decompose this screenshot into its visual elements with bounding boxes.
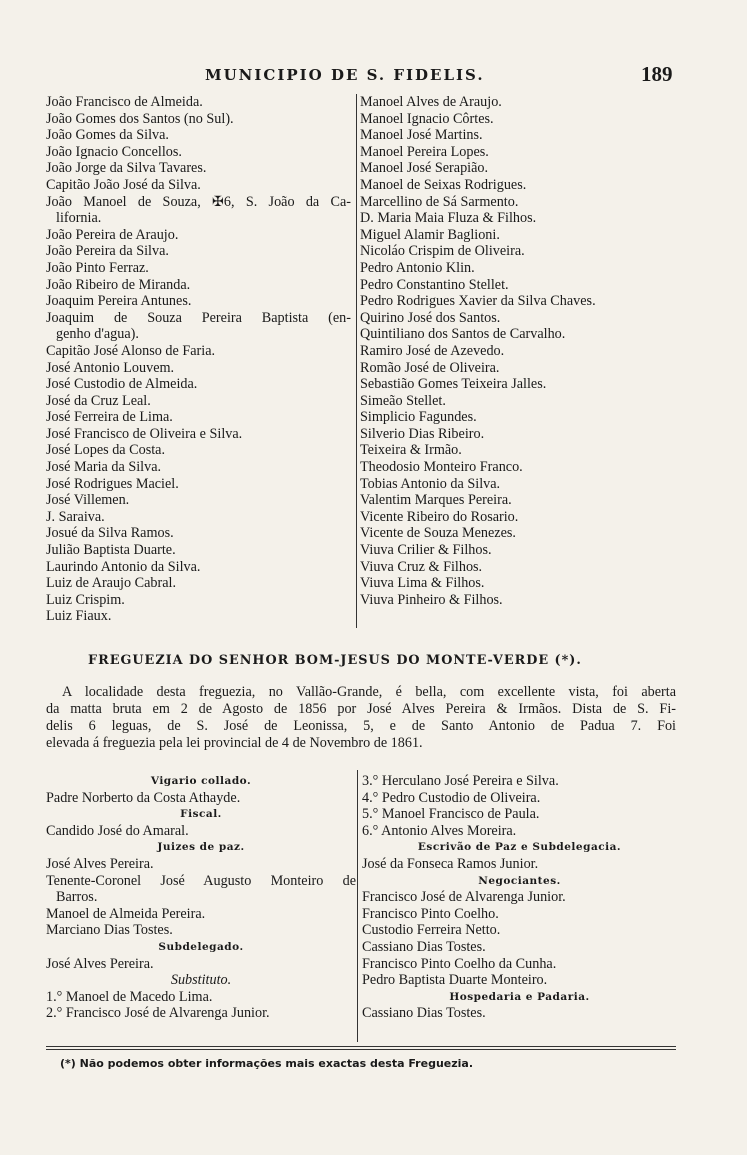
list-item: João Francisco de Almeida.: [46, 94, 203, 110]
list-item: Theodosio Monteiro Franco.: [360, 459, 523, 476]
list-item: Manoel Pereira Lopes.: [360, 143, 489, 160]
negociante-name: Custodio Ferreira Netto.: [362, 922, 501, 939]
list-item: Ramiro José de Azevedo.: [360, 342, 505, 359]
column-divider: [356, 94, 357, 628]
list-item: José Ferreira de Lima.: [46, 409, 173, 426]
list-item: João Gomes da Silva.: [46, 127, 169, 144]
list-item: D. Maria Maia Fluza & Filhos.: [360, 210, 537, 227]
fiscal-name: Candido José do Amaral.: [46, 822, 189, 839]
substituto-heading: Substituto.: [170, 972, 232, 989]
paragraph-line: delis 6 leguas, de S. José de Leonissa, 5, e de Santo Antonio de Padua 7. Foi: [46, 718, 676, 734]
residents-list-left: [46, 94, 351, 625]
subdelegado-name: José Alves Pereira.: [46, 955, 154, 972]
list-item: Manoel Alves de Araujo.: [360, 94, 502, 110]
juizes-heading: Juizes de paz.: [157, 841, 245, 854]
subdelegado-heading: Subdelegado.: [158, 940, 244, 953]
vigario-name: Padre Norberto da Costa Athayde.: [46, 789, 241, 806]
list-item: Capitão João José da Silva.: [46, 176, 201, 193]
escrivao-name: José da Fonseca Ramos Junior.: [362, 855, 539, 872]
page-header-title: MUNICIPIO DE S. FIDELIS.: [205, 66, 485, 84]
paragraph-line: A localidade desta freguezia, no Vallão-Grande, é bella, com excellente vista, foi aberta: [62, 684, 676, 700]
juiz-name-cont: Barros.: [56, 889, 98, 906]
footnote-divider: [46, 1049, 676, 1050]
list-item: Simplicio Fagundes.: [360, 409, 477, 426]
fiscal-heading: Fiscal.: [180, 808, 222, 821]
list-item: José da Cruz Leal.: [46, 392, 151, 409]
list-item: João Ribeiro de Miranda.: [46, 276, 191, 293]
list-item: Simeão Stellet.: [360, 392, 446, 409]
list-item: José Antonio Louvem.: [46, 359, 175, 376]
paragraph-line: da matta bruta em 2 de Agosto de 1856 por José Alves Pereira & Irmãos. Dista de S. Fi-: [46, 701, 676, 717]
negociante-name: Francisco Pinto Coelho.: [362, 905, 499, 922]
column-divider: [357, 770, 358, 1042]
list-item: Viuva Pinheiro & Filhos.: [360, 591, 503, 608]
list-item: Luiz Crispim.: [46, 591, 125, 608]
list-item: Luiz Fiaux.: [46, 608, 112, 625]
negociantes-heading: Negociantes.: [478, 874, 561, 887]
footnote: (*) Não podemos obter informações mais exactas desta Freguezia.: [60, 1057, 474, 1070]
list-item: José Villemen.: [46, 492, 130, 509]
juiz-name: José Alves Pereira.: [46, 855, 154, 872]
list-item: Miguel Alamir Baglioni.: [360, 226, 500, 243]
list-item: José Rodrigues Maciel.: [46, 475, 179, 492]
escrivao-heading: Escrivão de Paz e Subdelegacia.: [417, 841, 622, 854]
list-item: Pedro Constantino Stellet.: [360, 276, 509, 293]
list-item: Tobias Antonio da Silva.: [360, 475, 501, 492]
list-item: Viuva Cruz & Filhos.: [360, 558, 483, 575]
negociante-name: Cassiano Dias Tostes.: [362, 938, 486, 955]
list-item: José Maria da Silva.: [46, 459, 162, 476]
list-item: João Gomes dos Santos (no Sul).: [46, 110, 234, 127]
negociante-name: Pedro Baptista Duarte Monteiro.: [362, 972, 548, 989]
substituto-name: 6.° Antonio Alves Moreira.: [362, 822, 517, 839]
juiz-name: Tenente-Coronel José Augusto Monteiro de: [46, 872, 356, 889]
list-item: Pedro Rodrigues Xavier da Silva Chaves.: [360, 293, 596, 310]
section-paragraph: [46, 684, 676, 752]
hospedaria-name: Cassiano Dias Tostes.: [362, 1005, 486, 1022]
list-item: Viuva Lima & Filhos.: [360, 575, 485, 592]
list-item: Silverio Dias Ribeiro.: [360, 425, 485, 442]
list-item: J. Saraiva.: [46, 508, 105, 525]
list-item: Manoel José Serapião.: [360, 160, 489, 177]
list-item: José Custodio de Almeida.: [46, 376, 198, 393]
list-item: Romão José de Oliveira.: [360, 359, 500, 376]
list-item: Julião Baptista Duarte.: [46, 542, 176, 559]
page-number: 189: [641, 62, 673, 86]
list-item: José Francisco de Oliveira e Silva.: [46, 425, 243, 442]
list-item: Marcellino de Sá Sarmento.: [360, 193, 519, 210]
juiz-name: Marciano Dias Tostes.: [46, 922, 173, 939]
list-item: José Lopes da Costa.: [46, 442, 166, 459]
officials-right-column: [362, 773, 677, 1022]
list-item: Vicente de Souza Menezes.: [360, 525, 516, 542]
substituto-name: 4.° Pedro Custodio de Oliveira.: [362, 789, 541, 806]
residents-list-right: [360, 94, 660, 608]
substituto-name: 1.° Manoel de Macedo Lima.: [46, 988, 213, 1005]
officials-left-column: [46, 773, 356, 1022]
list-item: Vicente Ribeiro do Rosario.: [360, 508, 519, 525]
list-item: João Jorge da Silva Tavares.: [46, 160, 207, 177]
list-item: João Pereira de Araujo.: [46, 226, 179, 243]
substituto-name: 5.° Manoel Francisco de Paula.: [362, 806, 540, 823]
negociante-name: Francisco José de Alvarenga Junior.: [362, 889, 566, 906]
substituto-name: 2.° Francisco José de Alvarenga Junior.: [46, 1005, 270, 1022]
paragraph-line: elevada á freguezia pela lei provincial de 4 de Novembro de 1861.: [46, 735, 423, 751]
list-item: Nicoláo Crispim de Oliveira.: [360, 243, 525, 260]
list-item: Viuva Crilier & Filhos.: [360, 542, 492, 559]
list-item: Laurindo Antonio da Silva.: [46, 558, 201, 575]
list-item: Quintiliano dos Santos de Carvalho.: [360, 326, 566, 343]
list-item: Manoel Ignacio Côrtes.: [360, 110, 494, 127]
list-item: Teixeira & Irmão.: [360, 442, 462, 459]
juiz-name: Manoel de Almeida Pereira.: [46, 905, 206, 922]
list-item: João Pinto Ferraz.: [46, 259, 149, 276]
list-item: João Pereira da Silva.: [46, 243, 169, 260]
vigario-heading: Vigario collado.: [150, 775, 252, 787]
section-title: FREGUEZIA DO SENHOR BOM-JESUS DO MONTE-VERDE (*).: [88, 653, 582, 668]
list-item: João Ignacio Concellos.: [46, 143, 182, 160]
footnote-divider: [46, 1046, 676, 1047]
list-item: João Manoel de Souza, ✠6, S. João da Ca-: [46, 193, 351, 210]
list-item: lifornia.: [56, 210, 102, 227]
list-item: Capitão José Alonso de Faria.: [46, 342, 216, 359]
list-item: Manoel José Martins.: [360, 127, 483, 144]
hospedaria-heading: Hospedaria e Padaria.: [449, 990, 590, 1003]
list-item: Quirino José dos Santos.: [360, 309, 501, 326]
negociante-name: Francisco Pinto Coelho da Cunha.: [362, 955, 557, 972]
list-item: Josué da Silva Ramos.: [46, 525, 174, 542]
list-item: Manoel de Seixas Rodrigues.: [360, 176, 527, 193]
list-item: genho d'agua).: [56, 326, 139, 343]
list-item: Joaquim Pereira Antunes.: [46, 293, 192, 310]
list-item: Joaquim de Souza Pereira Baptista (en-: [46, 309, 351, 326]
list-item: Pedro Antonio Klin.: [360, 259, 475, 276]
list-item: Sebastião Gomes Teixeira Jalles.: [360, 376, 547, 393]
substituto-name: 3.° Herculano José Pereira e Silva.: [362, 773, 559, 789]
list-item: Valentim Marques Pereira.: [360, 492, 512, 509]
list-item: Luiz de Araujo Cabral.: [46, 575, 177, 592]
